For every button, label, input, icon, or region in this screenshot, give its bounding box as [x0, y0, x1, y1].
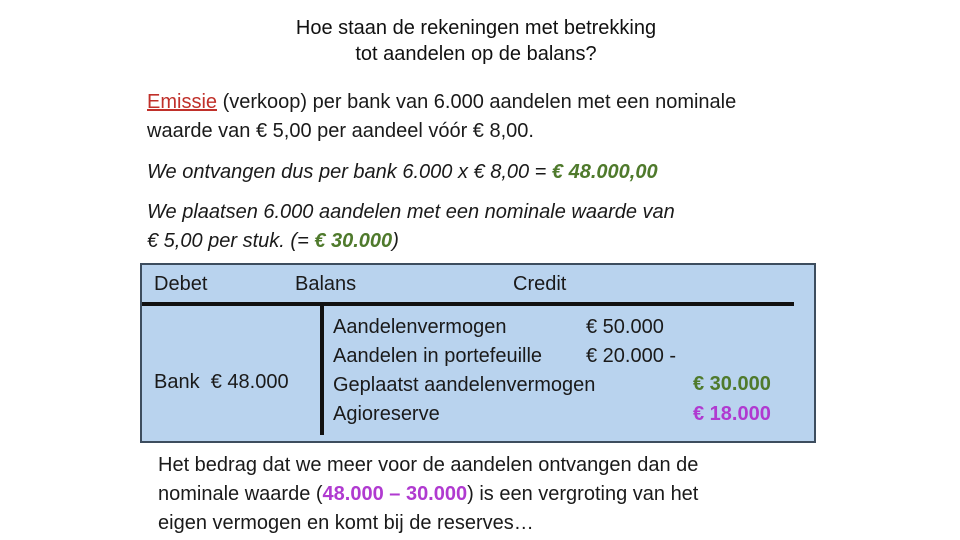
debet-item-bank	[154, 369, 289, 395]
emission-line-2: waarde van € 5,00 per aandeel vóór € 8,00.	[147, 120, 534, 142]
received-paragraph	[147, 158, 658, 187]
received-amount: € 48.000,00	[551, 161, 658, 183]
explanation-paragraph	[158, 451, 778, 538]
credit-item-label: Aandelen in portefeuille	[333, 345, 543, 367]
debet-item-label: Bank	[154, 371, 200, 393]
geplaatst-aandelenvermogen-value: € 30.000	[693, 373, 771, 395]
placement-line-1: We plaatsen 6.000 aandelen met een nominale waarde van	[147, 201, 675, 223]
placement-line-2-end: )	[392, 230, 399, 252]
credit-header: Credit	[513, 273, 567, 295]
explanation-line-2-end: ) is een vergroting van het	[467, 483, 699, 505]
emission-line-1-rest: (verkoop) per bank van 6.000 aandelen met een nominale	[217, 91, 737, 113]
emission-paragraph	[147, 88, 736, 146]
explanation-line-3: eigen vermogen en komt bij de reserves…	[158, 512, 534, 534]
page-title	[0, 15, 952, 67]
credit-item-value: € 20.000 -	[586, 345, 677, 367]
credit-item-label: Geplaatst aandelenvermogen	[333, 374, 596, 396]
balans-header: Balans	[295, 273, 357, 295]
debet-header: Debet	[154, 273, 208, 295]
placement-line-2-start: € 5,00 per stuk. (=	[147, 230, 315, 252]
balance-sheet	[140, 263, 816, 443]
debet-item-value: € 48.000	[210, 371, 289, 393]
placement-paragraph	[147, 198, 675, 256]
explanation-line-1: Het bedrag dat we meer voor de aandelen ontvangen dan de	[158, 454, 699, 476]
t-account-vertical-line	[320, 305, 324, 435]
title-line-1: Hoe staan de rekeningen met betrekking	[295, 17, 657, 39]
explanation-highlight: 48.000 – 30.000	[322, 483, 468, 505]
placement-amount: € 30.000	[314, 230, 393, 252]
title-line-2: tot aandelen op de balans?	[355, 43, 597, 65]
emissie-term: Emissie	[147, 91, 218, 113]
explanation-line-2-start: nominale waarde (	[158, 483, 323, 505]
agioreserve-value: € 18.000	[693, 403, 771, 425]
t-account-horizontal-line	[142, 302, 794, 306]
credit-item-label: Aandelenvermogen	[333, 316, 507, 338]
received-text: We ontvangen dus per bank 6.000 x € 8,00 =	[147, 161, 552, 183]
credit-item-value: € 50.000	[586, 316, 664, 338]
credit-item-label: Agioreserve	[333, 403, 440, 425]
